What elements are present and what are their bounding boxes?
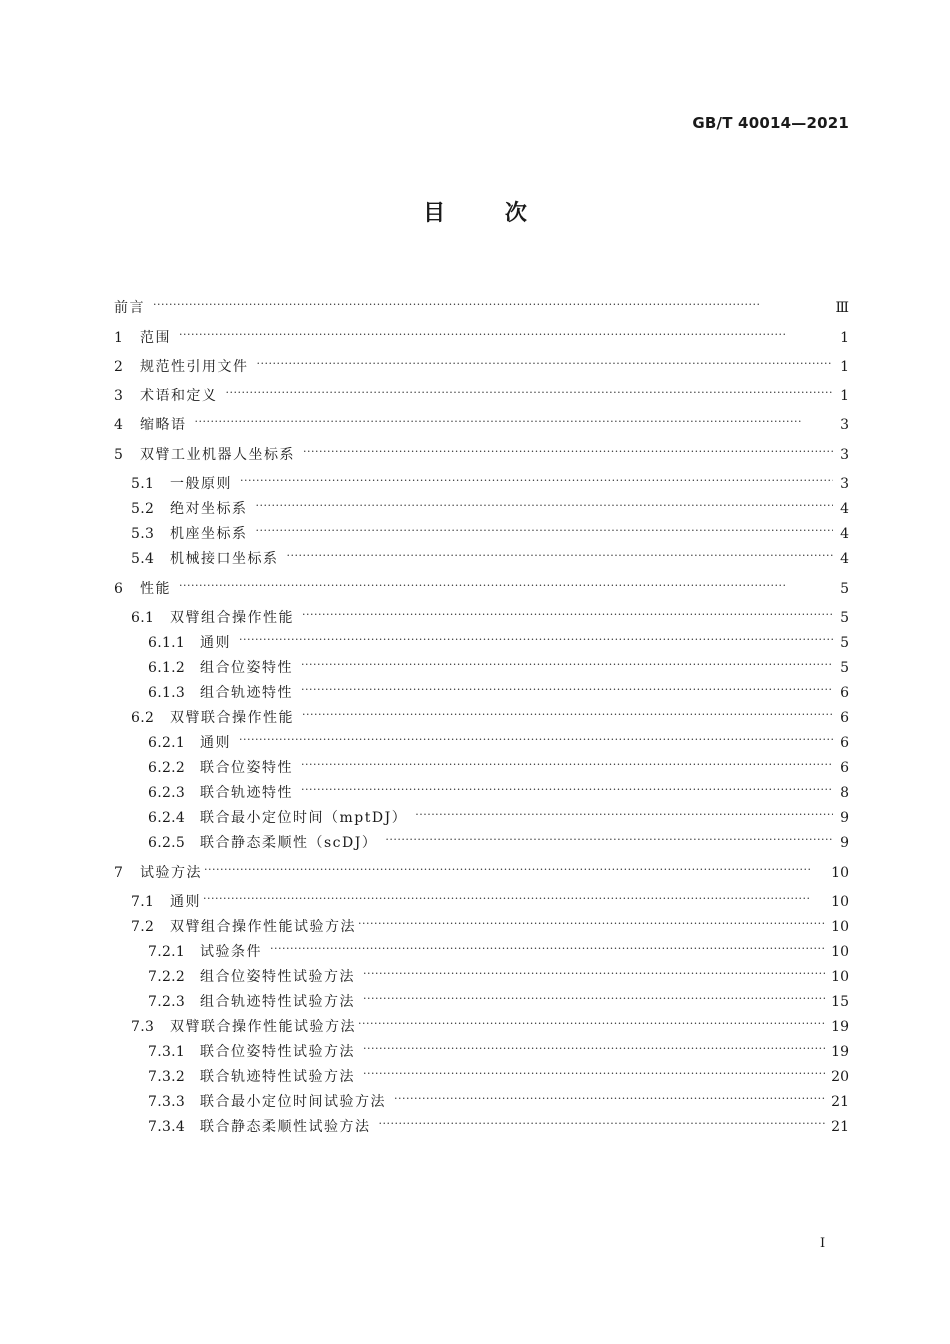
toc-title: 联合最小定位时间试验方法	[200, 1094, 386, 1110]
toc-page: 3	[840, 447, 849, 463]
toc-page: 4	[840, 551, 849, 567]
toc-title: 双臂工业机器人坐标系	[140, 447, 295, 463]
toc-number: 1	[114, 330, 124, 346]
toc-title: 双臂组合操作性能	[170, 610, 294, 626]
toc-title: 性能	[140, 581, 171, 597]
toc-entry-6-1-3[interactable]	[148, 682, 849, 704]
toc-page: 10	[831, 944, 849, 960]
toc-title: 缩略语	[140, 417, 187, 433]
toc-leader-dots	[204, 859, 825, 881]
toc-number: 6	[114, 581, 124, 597]
toc-entry-2[interactable]	[114, 356, 849, 378]
toc-leader-dots	[179, 324, 833, 346]
toc-number: 5.1	[131, 476, 155, 492]
toc-title: 联合轨迹特性	[200, 785, 293, 801]
toc-title: 联合位姿特性试验方法	[200, 1044, 355, 1060]
toc-title: 范围	[140, 330, 171, 346]
toc-page: Ⅲ	[835, 300, 849, 316]
toc-title: 一般原则	[170, 476, 232, 492]
toc-number: 7.3.4	[148, 1119, 186, 1135]
toc-title: 双臂联合操作性能试验方法	[170, 1019, 356, 1035]
toc-title: 通则	[170, 894, 201, 910]
toc-entry-5-3[interactable]	[131, 523, 849, 545]
toc-entry-6-2-4[interactable]	[148, 807, 849, 829]
toc-number: 5.4	[131, 551, 155, 567]
toc-number: 6.1.2	[148, 660, 186, 676]
toc-title: 联合静态柔顺性（scDJ）	[200, 835, 378, 851]
toc-entry-6-2-1[interactable]	[148, 732, 849, 754]
toc-leader-dots	[301, 679, 833, 701]
toc-leader-dots	[415, 804, 833, 826]
toc-page: 6	[840, 760, 849, 776]
toc-leader-dots	[301, 754, 833, 776]
toc-number: 3	[114, 388, 124, 404]
toc-entry-7-2-3[interactable]	[148, 991, 849, 1013]
toc-page: 6	[840, 685, 849, 701]
toc-entry-7-3-2[interactable]	[148, 1066, 849, 1088]
toc-entry-5-4[interactable]	[131, 548, 849, 570]
toc-page: 10	[831, 865, 849, 881]
toc-leader-dots	[385, 829, 833, 851]
toc-title: 前言	[114, 300, 145, 316]
toc-title: 组合轨迹特性	[200, 685, 293, 701]
toc-number: 2	[114, 359, 124, 375]
toc-title: 试验方法	[140, 865, 202, 881]
toc-leader-dots	[287, 545, 834, 567]
toc-page: 1	[840, 359, 849, 375]
toc-entry-6-2[interactable]	[131, 707, 849, 729]
toc-leader-dots	[301, 654, 833, 676]
toc-entry-5-2[interactable]	[131, 498, 849, 520]
toc-leader-dots	[363, 1063, 825, 1085]
toc-title: 双臂联合操作性能	[170, 710, 294, 726]
toc-entry-1[interactable]	[114, 327, 849, 349]
toc-leader-dots	[301, 779, 833, 801]
toc-leader-dots	[358, 913, 825, 935]
toc-leader-dots	[226, 382, 834, 404]
toc-title: 绝对坐标系	[170, 501, 248, 517]
toc-entry-4[interactable]	[114, 414, 849, 436]
toc-title: 组合位姿特性	[200, 660, 293, 676]
toc-leader-dots	[302, 604, 833, 626]
toc-number: 6.1	[131, 610, 155, 626]
toc-page: 8	[840, 785, 849, 801]
toc-title: 联合位姿特性	[200, 760, 293, 776]
toc-leader-dots	[303, 441, 833, 463]
toc-entry-7-3-1[interactable]	[148, 1041, 849, 1063]
toc-leader-dots	[179, 575, 833, 597]
toc-leader-dots	[363, 963, 825, 985]
toc-entry-7[interactable]	[114, 862, 849, 884]
toc-number: 7.3.2	[148, 1069, 186, 1085]
toc-page: 9	[840, 835, 849, 851]
toc-number: 4	[114, 417, 124, 433]
toc-leader-dots	[239, 629, 833, 651]
toc-entry-7-3-3[interactable]	[148, 1091, 849, 1113]
toc-number: 7.2.2	[148, 969, 186, 985]
toc-page: 3	[840, 476, 849, 492]
toc-page: 5	[840, 581, 849, 597]
toc-leader-dots	[240, 470, 833, 492]
toc-entry-3[interactable]	[114, 385, 849, 407]
toc-entry-5-1[interactable]	[131, 473, 849, 495]
toc-entry-7-2-1[interactable]	[148, 941, 849, 963]
toc-number: 6.2.3	[148, 785, 186, 801]
toc-number: 5.2	[131, 501, 155, 517]
toc-page: 21	[831, 1094, 849, 1110]
toc-page: 10	[831, 894, 849, 910]
toc-leader-dots	[302, 704, 833, 726]
toc-title: 联合最小定位时间（mptDJ）	[200, 810, 408, 826]
toc-entry-7-2-2[interactable]	[148, 966, 849, 988]
toc-page: 19	[831, 1019, 849, 1035]
toc-leader-dots	[195, 411, 834, 433]
toc-page: 10	[831, 969, 849, 985]
toc-leader-dots	[270, 938, 825, 960]
toc-entry-foreword[interactable]	[114, 297, 849, 319]
toc-title: 联合静态柔顺性试验方法	[200, 1119, 371, 1135]
toc-leader-dots	[239, 729, 833, 751]
toc-title: 组合位姿特性试验方法	[200, 969, 355, 985]
toc-title: 机座坐标系	[170, 526, 248, 542]
toc-entry-7-1[interactable]	[131, 891, 849, 913]
toc-leader-dots	[363, 988, 825, 1010]
toc-title: 术语和定义	[140, 388, 218, 404]
toc-page: 6	[840, 735, 849, 751]
toc-page: 9	[840, 810, 849, 826]
toc-entry-5[interactable]	[114, 444, 849, 466]
toc-page: 4	[840, 526, 849, 542]
toc-page: 10	[831, 919, 849, 935]
toc-leader-dots	[379, 1113, 826, 1135]
toc-number: 6.1.1	[148, 635, 186, 651]
toc-page: 6	[840, 710, 849, 726]
toc-title: 双臂组合操作性能试验方法	[170, 919, 356, 935]
toc-leader-dots	[256, 495, 834, 517]
toc-number: 6.1.3	[148, 685, 186, 701]
toc-number: 7.1	[131, 894, 155, 910]
toc-leader-dots	[256, 520, 834, 542]
toc-number: 6.2.2	[148, 760, 186, 776]
toc-page: 19	[831, 1044, 849, 1060]
toc-entry-7-3-4[interactable]	[148, 1116, 849, 1138]
toc-leader-dots	[394, 1088, 825, 1110]
toc-number: 7.3	[131, 1019, 155, 1035]
page-title: 目 次	[423, 201, 527, 226]
toc-page: 21	[831, 1119, 849, 1135]
toc-leader-dots	[358, 1013, 825, 1035]
toc-entry-7-2[interactable]	[131, 916, 849, 938]
toc-title: 试验条件	[200, 944, 262, 960]
toc-number: 7.3.1	[148, 1044, 186, 1060]
footer-page-number: Ⅰ	[820, 1236, 826, 1251]
toc-page: 15	[831, 994, 849, 1010]
toc-page: 5	[840, 660, 849, 676]
toc-number: 6.2.5	[148, 835, 186, 851]
toc-number: 5.3	[131, 526, 155, 542]
toc-entry-6-2-5[interactable]	[148, 832, 849, 854]
toc-title: 联合轨迹特性试验方法	[200, 1069, 355, 1085]
toc-title: 组合轨迹特性试验方法	[200, 994, 355, 1010]
toc-entry-6-1-1[interactable]	[148, 632, 849, 654]
toc-entry-6-1[interactable]	[131, 607, 849, 629]
toc-page: 1	[840, 330, 849, 346]
toc-title: 规范性引用文件	[140, 359, 249, 375]
toc-entry-6-1-2[interactable]	[148, 657, 849, 679]
toc-leader-dots	[257, 353, 834, 375]
toc-entry-7-3[interactable]	[131, 1016, 849, 1038]
toc-title: 通则	[200, 635, 231, 651]
toc-page: 5	[840, 635, 849, 651]
toc-title: 机械接口坐标系	[170, 551, 279, 567]
toc-number: 5	[114, 447, 124, 463]
toc-number: 7	[114, 865, 124, 881]
toc-page: 4	[840, 501, 849, 517]
toc-number: 7.3.3	[148, 1094, 186, 1110]
toc-number: 7.2.3	[148, 994, 186, 1010]
toc-leader-dots	[203, 888, 825, 910]
toc-title: 通则	[200, 735, 231, 751]
toc-number: 6.2	[131, 710, 155, 726]
toc-number: 6.2.4	[148, 810, 186, 826]
toc-number: 7.2	[131, 919, 155, 935]
toc-number: 6.2.1	[148, 735, 186, 751]
toc-page: 3	[840, 417, 849, 433]
toc-leader-dots	[153, 294, 829, 316]
toc-entry-6-2-2[interactable]	[148, 757, 849, 779]
toc-page: 20	[831, 1069, 849, 1085]
toc-page: 5	[840, 610, 849, 626]
toc-leader-dots	[363, 1038, 825, 1060]
toc-entry-6-2-3[interactable]	[148, 782, 849, 804]
toc-entry-6[interactable]	[114, 578, 849, 600]
toc-page: 1	[840, 388, 849, 404]
toc-number: 7.2.1	[148, 944, 186, 960]
standard-code: GB/T 40014—2021	[692, 114, 849, 132]
